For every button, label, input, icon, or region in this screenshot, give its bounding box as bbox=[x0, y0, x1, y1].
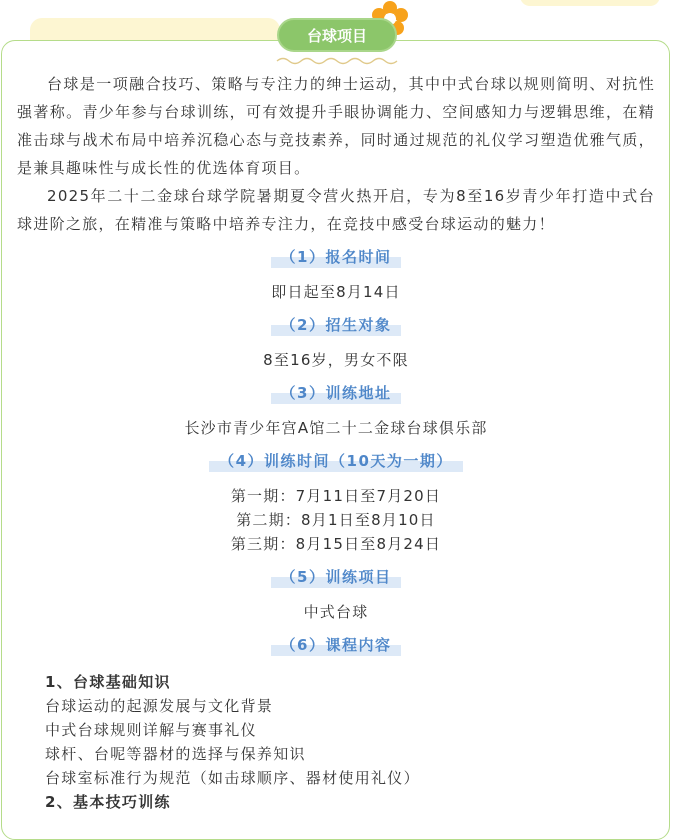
intro-paragraph-2: 2025年二十二金球台球学院暑期夏令营火热开启，专为8至16岁青少年打造中式台球进阶之旅，在精准与策略中培养专注力，在竞技中感受台球运动的魅力！ bbox=[17, 187, 655, 233]
registration-value: 即日起至8月14日 bbox=[271, 283, 401, 301]
article-body bbox=[17, 70, 655, 814]
project-value: 中式台球 bbox=[303, 603, 369, 621]
course-item: 球杆、台呢等器材的选择与保养知识 bbox=[45, 745, 306, 763]
section-heading-audience: （2）招生对象 bbox=[271, 314, 402, 336]
intro-paragraph-1: 台球是一项融合技巧、策略与专注力的绅士运动，其中中式台球以规则简明、对抗性强著称。青少年参与台球训练，可有效提升手眼协调能力、空间感知力与逻辑思维，在精准击球与战术布局中培养沉稳心态与竞技素养，同时通过规范的礼仪学习塑造优雅气质，是兼具趣味性与成长性的优选体育项目。 bbox=[17, 75, 655, 177]
section-heading-course: （6）课程内容 bbox=[271, 634, 402, 656]
section-heading-location: （3）训练地址 bbox=[271, 382, 402, 404]
course-item: 台球室标准行为规范（如击球顺序、器材使用礼仪） bbox=[45, 769, 420, 787]
schedule-period-3: 第三期：8月15日至8月24日 bbox=[230, 535, 442, 553]
course-module-title: 1、台球基础知识 bbox=[45, 673, 171, 691]
schedule-period-2: 第二期：8月1日至8月10日 bbox=[236, 511, 436, 529]
header-decoration-left bbox=[30, 18, 280, 40]
section-heading-schedule: （4）训练时间（10天为一期） bbox=[209, 450, 463, 472]
course-module-title: 2、基本技巧训练 bbox=[45, 793, 171, 811]
title-wave-decoration bbox=[275, 56, 400, 66]
course-item: 中式台球规则详解与赛事礼仪 bbox=[45, 721, 257, 739]
course-item: 台球运动的起源发展与文化背景 bbox=[45, 697, 274, 715]
section-heading-project: （5）训练项目 bbox=[271, 566, 402, 588]
header-decoration-right bbox=[520, 0, 660, 6]
course-content bbox=[45, 670, 655, 814]
schedule-period-1: 第一期：7月11日至7月20日 bbox=[230, 487, 442, 505]
audience-value: 8至16岁，男女不限 bbox=[263, 351, 409, 369]
location-value: 长沙市青少年宫A馆二十二金球台球俱乐部 bbox=[184, 419, 488, 437]
page-title: 台球项目 bbox=[277, 18, 397, 52]
section-heading-registration: （1）报名时间 bbox=[271, 246, 402, 268]
